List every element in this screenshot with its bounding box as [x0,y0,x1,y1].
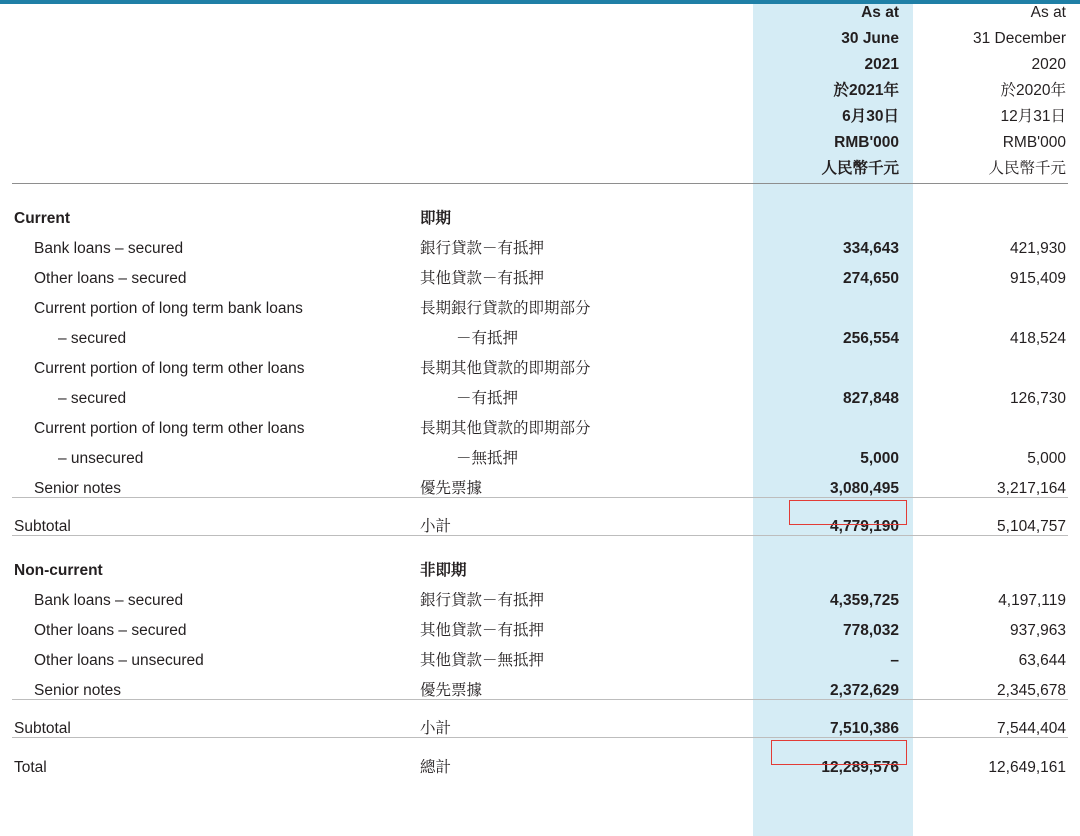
row-label-en: Current portion of long term other loans [34,419,305,437]
header-blank-zh-4 [418,78,753,104]
row-value-previous: 418,524 [1009,329,1066,347]
row-value-previous: 421,930 [1009,239,1066,257]
row-value-previous: 4,197,119 [998,591,1066,609]
header-blank-zh-6 [418,130,753,156]
header-blank-zh-3 [418,52,753,78]
row-label-en: Current portion of long term other loans [34,359,305,377]
subtotal-label-en: Subtotal [14,719,71,737]
header-blank-en-7 [12,156,418,182]
row-value-previous: 63,644 [1018,651,1066,669]
header-row-4 [12,78,1068,104]
header-spacer-en [12,0,418,26]
header-previous-line2: 31 December [972,30,1066,47]
header-row-2 [12,26,1068,52]
header-previous-currency: RMB'000 [1002,134,1066,151]
row-label-zh: 銀行貸款－有抵押 [420,238,545,257]
total-row [12,738,1068,776]
row-value-current: 778,032 [842,621,899,639]
header-blank-zh-5 [418,104,753,130]
row-value-current: 274,650 [842,269,899,287]
table-row [12,406,1068,436]
row-value-current [753,406,913,436]
row-value-current: 2,372,629 [830,681,899,699]
table-row [12,608,1068,638]
row-value-current: 334,643 [842,239,899,257]
total-value-current-text: 12,289,576 [821,758,899,776]
row-label-zh: 優先票據 [420,478,483,497]
total-value-current [753,738,913,776]
header-blank-en-6 [12,130,418,156]
row-label-en: – secured [58,389,127,407]
section-title-en: Current [14,209,70,227]
subtotal-label-zh: 小計 [420,516,452,535]
header-blank-zh-2 [418,26,753,52]
section-title-en: Non-current [14,561,103,579]
section-previous-blank [913,536,1068,579]
row-label-zh: 其他貸款－無抵押 [420,650,545,669]
row-label-zh: 其他貸款－有抵押 [420,620,545,639]
subtotal-value-previous: 5,104,757 [997,517,1066,535]
section-header-current [12,184,1068,227]
borrowings-table [12,0,1068,775]
header-blank-zh-7 [418,156,753,182]
table-row [12,256,1068,286]
header-previous-line1: As at [1030,4,1066,21]
header-current-line3: 2021 [864,56,899,73]
row-label-en: Senior notes [34,681,122,699]
header-previous-currency-zh: 人民幣千元 [988,160,1066,177]
header-row-5 [12,104,1068,130]
header-row-6 [12,130,1068,156]
row-label-en: – unsecured [58,449,144,467]
header-row-3 [12,52,1068,78]
row-label-en: Other loans – secured [34,621,187,639]
row-value-previous [913,286,1068,316]
row-value-previous: 126,730 [1009,389,1066,407]
row-label-en: Other loans – secured [34,269,187,287]
section-current-blank [753,536,913,579]
table-row [12,376,1068,406]
header-row-1 [12,0,1068,26]
table-row [12,286,1068,316]
table-row [12,226,1068,256]
table-row [12,316,1068,346]
header-current-line5-zh: 6月30日 [842,108,899,125]
subtotal-value-current [753,498,913,535]
row-label-zh: －有抵押 [456,388,519,407]
row-label-zh: 長期其他貸款的即期部分 [420,358,591,377]
header-previous-line4-zh: 於2020年 [1000,82,1066,99]
header-current-line1: As at [861,4,899,21]
row-value-previous: 937,963 [1009,621,1066,639]
subtotal-value-current-text: 4,779,190 [830,517,899,535]
row-label-en: Bank loans – secured [34,591,184,609]
table-row [12,466,1068,496]
row-value-previous [913,406,1068,436]
row-label-zh: 其他貸款－有抵押 [420,268,545,287]
header-previous-line3: 2020 [1031,56,1066,73]
header-current-currency-zh: 人民幣千元 [821,160,899,177]
header-blank-en-5 [12,104,418,130]
table-row [12,436,1068,466]
row-value-current: 3,080,495 [830,479,899,497]
row-value-previous: 2,345,678 [997,681,1066,699]
row-value-current: – [890,651,899,669]
header-current-currency: RMB'000 [834,134,899,151]
row-label-en: – secured [58,329,127,347]
subtotal-row-non-current [12,700,1068,737]
total-value-previous: 12,649,161 [988,758,1066,776]
header-blank-en-3 [12,52,418,78]
table-row [12,578,1068,608]
row-label-zh: 優先票據 [420,680,483,699]
header-blank-en-2 [12,26,418,52]
table-row [12,346,1068,376]
row-value-current: 256,554 [842,329,899,347]
row-label-zh: 長期銀行貸款的即期部分 [420,298,591,317]
row-value-previous [913,346,1068,376]
row-label-en: Other loans – unsecured [34,651,204,669]
row-label-en: Senior notes [34,479,122,497]
header-current-line4-zh: 於2021年 [833,82,899,99]
section-current-blank [753,184,913,227]
total-label-en: Total [14,758,47,776]
row-value-current [753,286,913,316]
section-title-zh: 即期 [420,208,452,227]
header-spacer-zh [418,0,753,26]
total-label-zh: 總計 [420,757,452,776]
table-row [12,668,1068,698]
header-row-7 [12,156,1068,182]
subtotal-label-zh: 小計 [420,718,452,737]
row-label-en: Current portion of long term bank loans [34,299,303,317]
subtotal-row-current [12,498,1068,535]
table-row [12,638,1068,668]
row-label-zh: 銀行貸款－有抵押 [420,590,545,609]
header-previous-line5-zh: 12月31日 [1000,108,1066,125]
header-current-line2: 30 June [841,30,899,47]
section-previous-blank [913,184,1068,227]
row-label-zh: 長期其他貸款的即期部分 [420,418,591,437]
row-value-previous: 915,409 [1009,269,1066,287]
section-title-zh: 非即期 [420,560,467,579]
row-label-zh: －無抵押 [456,448,519,467]
section-header-non-current [12,536,1068,579]
row-value-current: 5,000 [860,449,899,467]
subtotal-label-en: Subtotal [14,517,71,535]
row-value-current: 827,848 [842,389,899,407]
header-blank-en-4 [12,78,418,104]
row-value-current [753,346,913,376]
subtotal-value-previous: 7,544,404 [997,719,1066,737]
row-label-en: Bank loans – secured [34,239,184,257]
subtotal-value-current: 7,510,386 [830,719,899,737]
row-label-zh: －有抵押 [456,328,519,347]
row-value-previous: 5,000 [1027,449,1066,467]
row-value-previous: 3,217,164 [997,479,1066,497]
row-value-current: 4,359,725 [830,591,899,609]
